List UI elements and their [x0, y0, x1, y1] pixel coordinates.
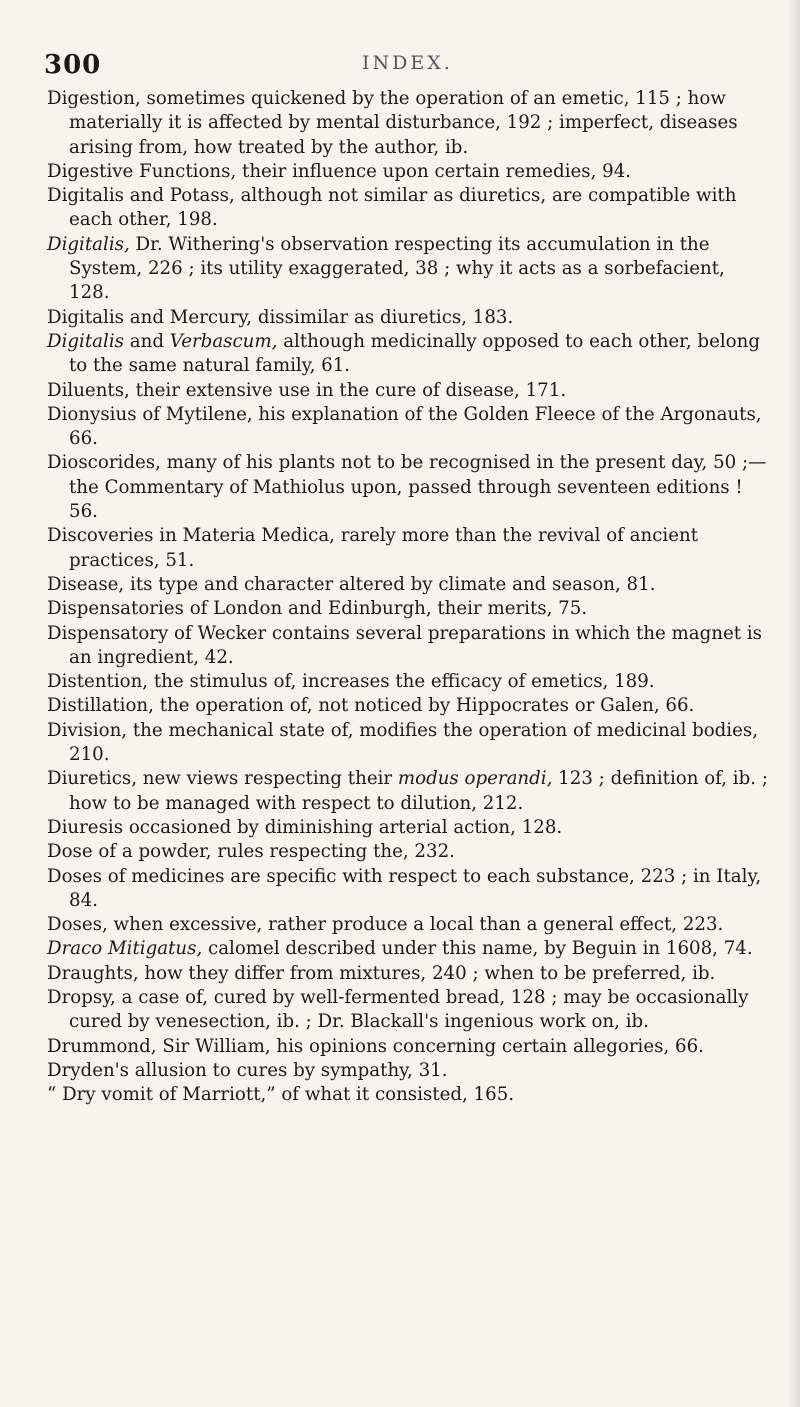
- entry-lead: Diuresis: [47, 816, 124, 838]
- entry-lead: Doses,: [47, 914, 108, 936]
- entry-text: although medicinally opposed to each other, belong to the same natural family, 61.: [69, 330, 760, 377]
- entry-lead: Distention,: [47, 671, 149, 693]
- index-entry-diluents: [47, 379, 769, 403]
- entry-text-2: 123 ; definition of, ib. ; how to be managed with respect to dilution, 212.: [69, 768, 768, 814]
- entry-lead: Disease,: [47, 573, 125, 595]
- index-entry-doses-specific: [47, 865, 769, 914]
- entry-lead: Dionysius: [47, 403, 137, 425]
- entry-text: Sir William, his opinions concerning certain allegories, 66.: [156, 1035, 704, 1057]
- index-entry-drummond: [47, 1035, 769, 1059]
- index-entry-dryden: [47, 1059, 769, 1083]
- entry-text: how they differ from mixtures, 240 ; when to be preferred, ib.: [138, 962, 716, 984]
- index-entry-division: [47, 719, 769, 768]
- entry-text: new views respecting their: [137, 768, 398, 790]
- index-entry-distillation: [47, 694, 769, 718]
- entry-lead: Draughts,: [47, 962, 139, 984]
- entry-lead: Digitalis,: [47, 233, 130, 255]
- entry-lead: Digitalis: [47, 306, 124, 328]
- entry-text: calomel described under this name, by Beguin in 1608, 74.: [202, 938, 753, 960]
- entry-lead: Draco Mitigatus,: [47, 938, 203, 960]
- entry-lead: Diuretics,: [47, 768, 137, 790]
- entry-text: Dr. Withering's observation respecting its accumulation in the System, 226 ; its utility exaggerated, 38 ; why it acts as a sorbefacient, 128.: [69, 233, 725, 304]
- entry-lead: Digestive Functions,: [47, 160, 237, 182]
- entry-text: and Potass, although not similar as diuretics, are compatible with each other, 198.: [69, 185, 737, 231]
- index-entry-dry-vomit: [47, 1083, 769, 1107]
- index-entry-dropsy: [47, 986, 769, 1035]
- entry-text: of medicines are specific with respect to each substance, 223 ; in Italy, 84.: [69, 865, 762, 911]
- entry-lead: Digitalis: [47, 185, 124, 207]
- entry-lead: Dispensatory: [47, 622, 169, 644]
- page-header: [44, 50, 764, 90]
- entry-text: when excessive, rather produce a local than a general effect, 223.: [107, 914, 724, 936]
- entry-text: in Materia Medica, rarely more than the revival of ancient practices, 51.: [69, 525, 699, 571]
- index-entry-dioscorides: [47, 451, 769, 524]
- index-entry-diuretics: [47, 767, 769, 816]
- entry-text: many of his plants not to be recognised in the present day, 50 ;—the Commentary of Mathiolus upon, passed through seventeen editions ! 56.: [69, 452, 767, 523]
- entry-lead: Digestion,: [47, 88, 141, 109]
- entry-text: a case of, cured by well-fermented bread, 128 ; may be occasionally cured by venesection, ib. ; Dr. Blackall's ingenious work on, ib.: [69, 986, 749, 1033]
- entry-lead: Dioscorides,: [47, 452, 161, 474]
- entry-lead: Drummond,: [47, 1035, 157, 1057]
- entry-text: of a powder, rules respecting the, 232.: [92, 841, 455, 863]
- index-entry-digestion: [47, 87, 769, 160]
- entry-text: and Mercury, dissimilar as diuretics, 183.: [123, 306, 514, 328]
- entry-text: occasioned by diminishing arterial action, 128.: [123, 816, 563, 838]
- page-edge-shadow: [786, 0, 800, 1407]
- index-entry-digitalis-withering: [47, 233, 769, 306]
- entry-text: the mechanical state of, modifies the operation of medicinal bodies, 210.: [69, 719, 758, 766]
- entry-lead-2: Verbascum,: [169, 330, 278, 352]
- entry-lead: Division,: [47, 719, 128, 741]
- index-entry-dispensatories: [47, 597, 769, 621]
- entry-lead: Dryden's: [47, 1059, 130, 1081]
- page-number: 300: [44, 50, 102, 80]
- index-entry-digestive-functions: [47, 160, 769, 184]
- index-entry-doses-excessive: [47, 913, 769, 937]
- entry-italic: modus operandi,: [397, 768, 553, 790]
- index-entry-digitalis-verbascum: [47, 330, 769, 379]
- entry-text: of Mytilene, his explanation of the Golden Fleece of the Argonauts, 66.: [69, 403, 762, 450]
- entry-text: of London and Edinburgh, their merits, 75.: [183, 598, 588, 620]
- entry-mid: and: [123, 330, 170, 352]
- entry-lead: Digitalis: [47, 330, 124, 352]
- entry-text: allusion to cures by sympathy, 31.: [129, 1059, 448, 1081]
- entry-text: sometimes quickened by the operation of an emetic, 115 ; how materially it is affected by mental disturbance, 192 ; imperfect, diseases arising from, how treated by the author, ib.: [69, 88, 738, 158]
- entry-text: the operation of, not noticed by Hippocrates or Galen, 66.: [153, 695, 695, 717]
- index-entry-digitalis-potass: [47, 184, 769, 233]
- entry-text: their influence upon certain remedies, 94.: [236, 160, 632, 182]
- running-head: INDEX.: [362, 52, 453, 74]
- index-entry-draco-mitigatus: [47, 937, 769, 961]
- entry-text: the stimulus of, increases the efficacy of emetics, 189.: [148, 671, 655, 693]
- entry-lead: “ Dry: [47, 1084, 96, 1106]
- entry-lead: Discoveries: [47, 525, 154, 547]
- index-entry-draughts: [47, 962, 769, 986]
- entry-lead: Dropsy,: [47, 986, 116, 1008]
- index-entry-dionysius: [47, 403, 769, 452]
- entry-lead: Dose: [47, 841, 93, 863]
- index-entry-discoveries: [47, 524, 769, 573]
- entry-text: of Wecker contains several preparations in which the magnet is an ingredient, 42.: [69, 622, 762, 668]
- entry-lead: Diluents,: [47, 379, 130, 401]
- entry-text: vomit of Marriott,” of what it consisted, 165.: [95, 1084, 515, 1106]
- index-entry-distention: [47, 670, 769, 694]
- entry-lead: Doses: [47, 865, 102, 887]
- index-list: [47, 87, 769, 1107]
- entry-lead: Dispensatories: [47, 598, 184, 620]
- entry-text: its type and character altered by climate and season, 81.: [124, 573, 656, 595]
- entry-lead: Distillation,: [47, 695, 154, 717]
- index-entry-diuresis: [47, 816, 769, 840]
- index-entry-digitalis-mercury: [47, 306, 769, 330]
- index-entry-dose: [47, 840, 769, 864]
- entry-text: their extensive use in the cure of disease, 171.: [129, 379, 567, 401]
- index-entry-dispensatory: [47, 622, 769, 671]
- index-entry-disease: [47, 573, 769, 597]
